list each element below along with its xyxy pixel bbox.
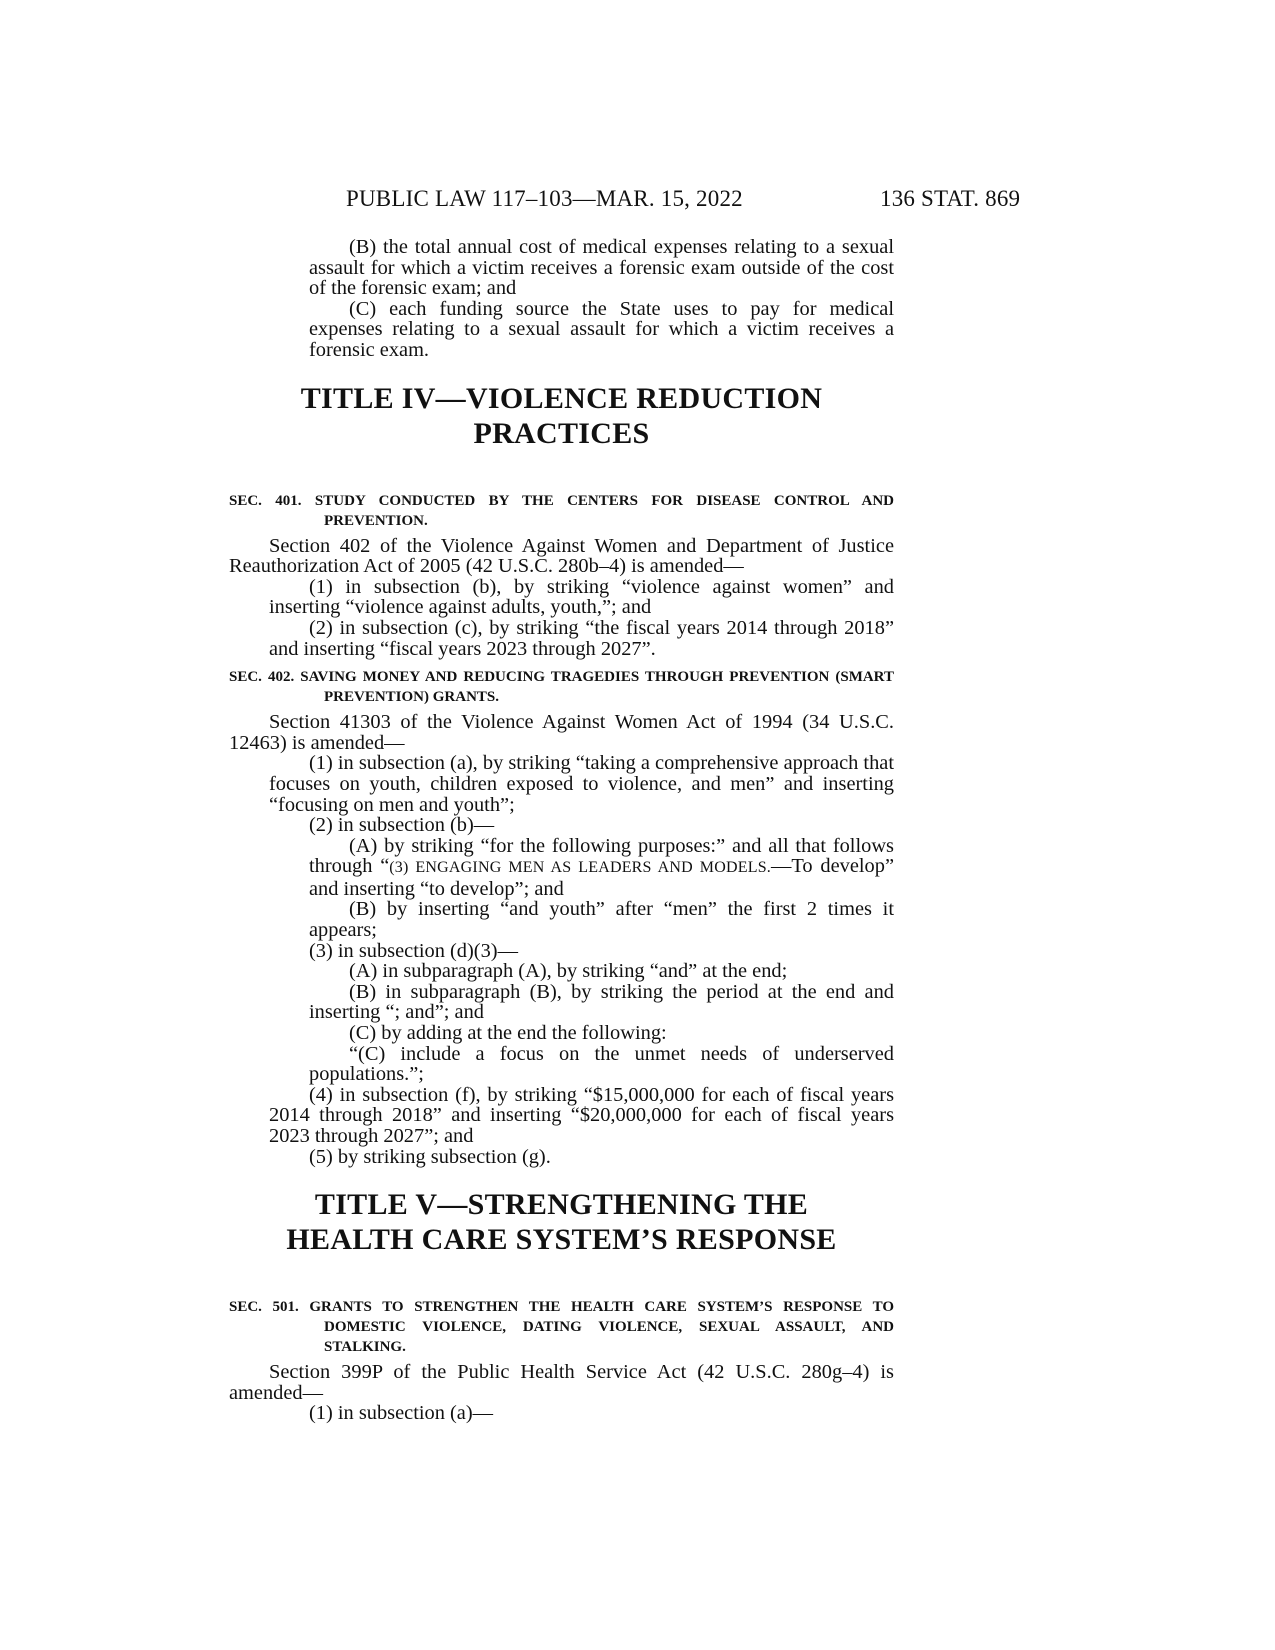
title-v-line1: TITLE V—STRENGTHENING THE bbox=[314, 1188, 809, 1222]
section-402-item-2a bbox=[229, 836, 894, 900]
running-head-citation: PUBLIC LAW 117–103—MAR. 15, 2022 bbox=[346, 186, 743, 211]
section-402-item-1: (1) in subsection (a), by striking “taking a comprehensive approach that focuses on youth, children exposed to violence, and men” and inserting “focusing on men and youth”; bbox=[269, 752, 894, 816]
section-401-item-1: (1) in subsection (b), by striking “violence against women” and inserting “violence against adults, youth,”; and bbox=[269, 575, 894, 619]
section-501-heading: SEC. 501. GRANTS TO STRENGTHEN THE HEALTH CARE SYSTEM’S RESPONSE TO DOMESTIC VIOLENCE, DATING VIOLENCE, SEXUAL ASSAULT, AND STALKING. bbox=[229, 1299, 894, 1356]
section-402-item-3b: (B) in subparagraph (B), by striking the period at the end and inserting “; and”; and bbox=[309, 980, 894, 1024]
section-402-item-2b: (B) by inserting “and youth” after “men” the first 2 times it appears; bbox=[309, 898, 894, 942]
section-501-intro: Section 399P of the Public Health Service Act (42 U.S.C. 280g–4) is amended— bbox=[229, 1361, 894, 1404]
section-401-item-2: (2) in subsection (c), by striking “the fiscal years 2014 through 2018” and inserting “fiscal years 2023 through 2027”. bbox=[269, 616, 894, 660]
title-iv-heading bbox=[229, 381, 894, 451]
section-401-heading: SEC. 401. STUDY CONDUCTED BY THE CENTERS FOR DISEASE CONTROL AND PREVENTION. bbox=[229, 492, 894, 529]
title-iv-line2: PRACTICES bbox=[473, 416, 650, 450]
section-401-intro: Section 402 of the Violence Against Women and Department of Justice Reauthorization Act of 2005 (42 U.S.C. 280b–4) is amended— bbox=[229, 534, 894, 578]
title-v-line2: HEALTH CARE SYSTEM’S RESPONSE bbox=[286, 1223, 837, 1257]
page-number: 136 STAT. 869 bbox=[880, 186, 1021, 211]
section-402-item-3: (3) in subsection (d)(3)— bbox=[309, 939, 518, 962]
paragraph-c: (C) each funding source the State uses to pay for medical expenses relating to a sexual assault for which a victim receives a forensic exam. bbox=[309, 297, 894, 361]
section-402-intro: Section 41303 of the Violence Against Women Act of 1994 (34 U.S.C. 12463) is amended— bbox=[229, 711, 894, 754]
item-2a-text-start: (A) by striking “for the following purposes:” and all that follows through “ bbox=[309, 834, 894, 878]
section-402-item-4: (4) in subsection (f), by striking “$15,000,000 for each of fiscal years 2014 through 2018” and inserting “$20,000,000 for each of fiscal years 2023 through 2027”; and bbox=[269, 1083, 894, 1147]
section-402-item-3a: (A) in subparagraph (A), by striking “and” at the end; bbox=[349, 960, 788, 983]
title-v-heading bbox=[229, 1187, 894, 1257]
body-text bbox=[229, 237, 894, 1424]
title-iv-line1: TITLE IV—VIOLENCE REDUCTION bbox=[300, 381, 823, 415]
section-402-item-3c: (C) by adding at the end the following: bbox=[349, 1022, 667, 1045]
item-2a-text-end: —To develop” and inserting “to develop”; and bbox=[309, 855, 895, 900]
running-head bbox=[0, 186, 1275, 216]
item-2a-quoted-heading: (3) ENGAGING MEN AS LEADERS AND MODELS. bbox=[389, 859, 771, 877]
section-402-item-3-quote: “(C) include a focus on the unmet needs of underserved populations.”; bbox=[309, 1042, 894, 1086]
section-402-item-5: (5) by striking subsection (g). bbox=[309, 1145, 551, 1168]
section-501-item-1: (1) in subsection (a)— bbox=[309, 1402, 494, 1425]
paragraph-b: (B) the total annual cost of medical expenses relating to a sexual assault for which a victim receives a forensic exam outside of the cost of the forensic exam; and bbox=[309, 236, 894, 300]
section-402-heading: SEC. 402. SAVING MONEY AND REDUCING TRAGEDIES THROUGH PREVENTION (SMART PREVENTION) GRANTS. bbox=[229, 669, 894, 706]
section-402-item-2: (2) in subsection (b)— bbox=[309, 814, 495, 837]
